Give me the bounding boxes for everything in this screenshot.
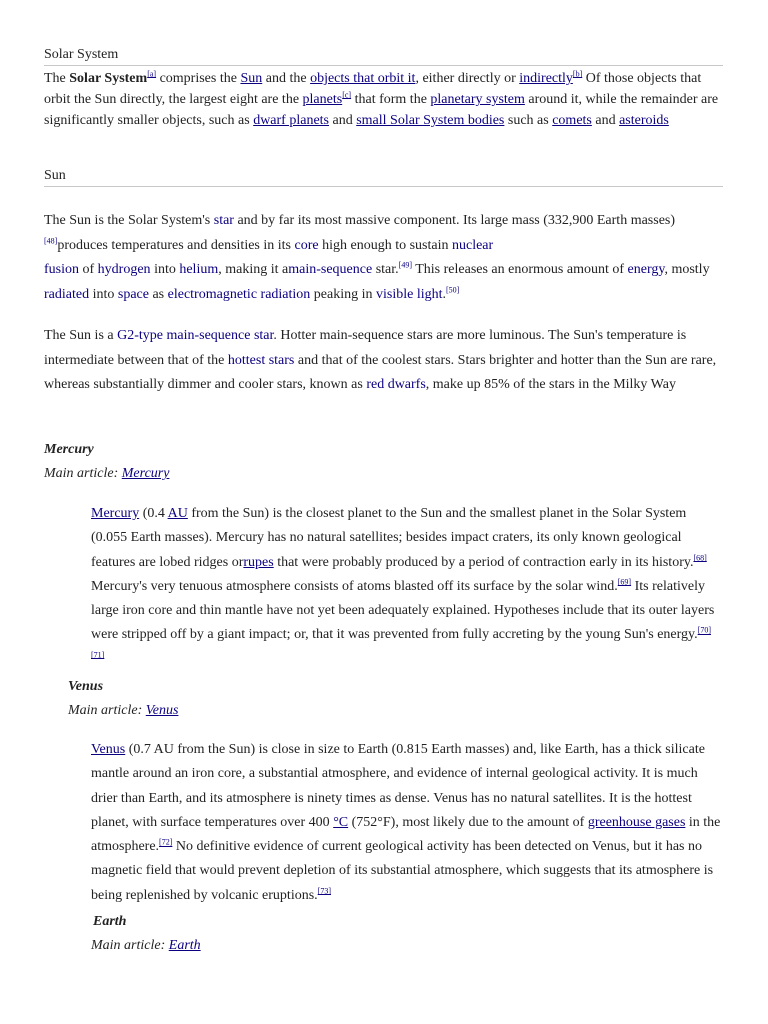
text: No definitive evidence of current geological activity has been detected on Venus, but it has no magnetic field that would prevent depletion of its substantial atmosphere, which suggests that its atmosphere is being replenished by volcanic eruptions. — [91, 839, 714, 903]
main-article-link-mercury[interactable]: Mercury — [121, 466, 170, 481]
text: and by far its most massive component. Its large mass (332,900 Earth masses) — [233, 213, 676, 228]
ref-c-link[interactable]: [c] — [342, 90, 352, 100]
text: The Sun is a — [44, 328, 118, 343]
text: , make up 85% of the stars in the Milky Way — [425, 377, 676, 392]
text: and that of the coolest stars. Stars brighter and hotter than the Sun are rare, whereas substantially dimmer and cooler stars, known as — [44, 352, 717, 392]
ref-b-link[interactable]: [b] — [572, 69, 583, 79]
sun-paragraph-1 — [44, 209, 724, 307]
text: The Sun is the Solar System's — [44, 213, 214, 228]
text: high enough to sustain — [318, 237, 452, 253]
ref-49[interactable]: [49] — [398, 260, 412, 270]
ref-69[interactable]: [69] — [617, 577, 632, 587]
text: This releases an enormous amount of — [411, 262, 628, 277]
link-planets[interactable]: planets — [302, 92, 343, 107]
text: comprises the — [156, 71, 241, 86]
text: into — [89, 286, 118, 302]
text: and — [591, 113, 620, 128]
main-article-earth — [91, 938, 768, 954]
text: as — [148, 286, 168, 302]
link-greenhouse-gases[interactable]: greenhouse gases — [587, 814, 686, 830]
text: of — [79, 262, 98, 277]
link-radiated[interactable]: radiated — [44, 286, 90, 302]
text: (0.4 — [139, 506, 168, 521]
main-article-link-earth[interactable]: Earth — [168, 938, 201, 953]
text: , mostly — [664, 262, 710, 277]
text: (0.7 AU from the Sun) is close in size to Earth (0.815 Earth masses) and, like Earth, has a thick silicate mantle around an iron core, a substantial atmosphere, and evidence of internal geological activity. It is much drier than Earth, and its atmosphere is ninety times as dense. Venus has no natural satellites. It is the hottest planet, with surface temperatures over 400 — [91, 742, 705, 830]
text: Mercury's very tenuous atmosphere consists of atoms blasted off its surface by the solar wind. — [91, 578, 618, 594]
text: and the — [262, 71, 311, 86]
main-article-venus — [68, 703, 748, 719]
link-comets[interactable]: comets — [552, 113, 592, 128]
link-dwarf-planets[interactable]: dwarf planets — [253, 113, 329, 128]
link-g2-star[interactable]: G2-type main-sequence star — [117, 328, 274, 343]
link-core[interactable]: core — [294, 237, 319, 253]
bold-term: Solar System — [69, 71, 148, 86]
section-heading-venus: Venus — [68, 679, 104, 694]
text: The — [44, 71, 70, 86]
main-article-label: Main article: — [68, 703, 146, 718]
text: that form the — [351, 92, 431, 107]
link-hottest-stars[interactable]: hottest stars — [227, 352, 295, 368]
link-venus[interactable]: Venus — [91, 742, 126, 757]
link-asteroids[interactable]: asteroids — [619, 113, 669, 128]
link-red-dwarfs[interactable]: red dwarfs — [366, 377, 426, 392]
link-hydrogen[interactable]: hydrogen — [97, 262, 151, 277]
text: such as — [504, 113, 553, 128]
main-article-mercury — [44, 466, 724, 482]
link-energy[interactable]: energy — [627, 262, 665, 277]
link-indirectly[interactable]: indirectly — [519, 71, 573, 86]
text: and — [329, 113, 357, 128]
text: that were probably produced by a period of contraction early in its history. — [273, 554, 694, 570]
link-fusion[interactable]: fusion — [44, 262, 79, 277]
venus-paragraph — [91, 738, 721, 908]
mercury-paragraph — [91, 502, 721, 672]
text: produces temperatures and densities in its — [57, 237, 295, 253]
link-celsius[interactable]: °C — [333, 814, 349, 830]
link-objects-that-orbit[interactable]: objects that orbit it — [310, 71, 416, 86]
section-heading-solar-system: Solar System — [44, 47, 723, 66]
sun-paragraph-2 — [44, 324, 724, 398]
link-rupes[interactable]: rupes — [243, 554, 274, 570]
ref-70-71[interactable]: [70][71] — [91, 625, 711, 660]
section-heading-earth: Earth — [93, 914, 127, 929]
link-space[interactable]: space — [117, 286, 149, 302]
text: from the Sun) is the closest planet to the Sun and the smallest planet in the Solar System (0.055 Earth masses). Mercury has no natural satellites; besides impact craters, its only known geological features are lobed ridges or — [91, 506, 687, 570]
text: star. — [372, 262, 399, 277]
text: Of those objects that orbit the Sun directly, the largest eight are the — [44, 71, 702, 107]
text: , making it a — [218, 262, 289, 277]
link-sun[interactable]: Sun — [240, 71, 263, 86]
link-em-radiation[interactable]: electromagnetic radiation — [167, 286, 311, 302]
main-article-label: Main article: — [44, 466, 122, 481]
link-main-sequence[interactable]: main-sequence — [288, 262, 373, 277]
link-small-bodies[interactable]: small Solar System bodies — [356, 113, 505, 128]
link-helium[interactable]: helium — [179, 262, 219, 277]
ref-73[interactable]: [73] — [317, 886, 331, 896]
solar-system-paragraph — [44, 68, 724, 131]
link-au[interactable]: AU — [167, 506, 188, 521]
section-heading-mercury: Mercury — [44, 442, 94, 457]
ref-48[interactable]: [48] — [44, 235, 58, 245]
text: . — [442, 286, 447, 302]
link-star[interactable]: star — [213, 213, 234, 228]
text: . Hotter main-sequence stars are more luminous. The Sun's temperature is intermediate between that of the — [44, 328, 687, 368]
text: , either directly or — [415, 71, 520, 86]
section-heading-sun: Sun — [44, 168, 723, 187]
text: Its relatively large iron core and thin mantle have not yet been adequately explained. Hypotheses include that its outer layers were stripped off by a giant impact; or, that it was prevented from fully accreting by the young Sun's energy. — [91, 578, 715, 643]
text: in the atmosphere. — [91, 814, 721, 855]
main-article-label: Main article: — [91, 938, 169, 953]
link-planetary-system[interactable]: planetary system — [430, 92, 525, 107]
link-nuclear[interactable]: nuclear — [451, 237, 494, 253]
ref-68[interactable]: [68] — [693, 552, 707, 562]
main-article-link-venus[interactable]: Venus — [145, 703, 179, 718]
ref-72[interactable]: [72] — [159, 837, 173, 847]
text: into — [150, 262, 180, 277]
link-visible-light[interactable]: visible light — [376, 286, 443, 302]
text: around it, while the remainder are significantly smaller objects, such as — [44, 92, 719, 128]
ref-50[interactable]: [50] — [446, 284, 460, 294]
text: peaking in — [310, 286, 377, 302]
text: (752°F), most likely due to the amount of — [348, 814, 588, 830]
link-mercury[interactable]: Mercury — [91, 506, 140, 521]
ref-a-link[interactable]: [a] — [147, 69, 157, 79]
